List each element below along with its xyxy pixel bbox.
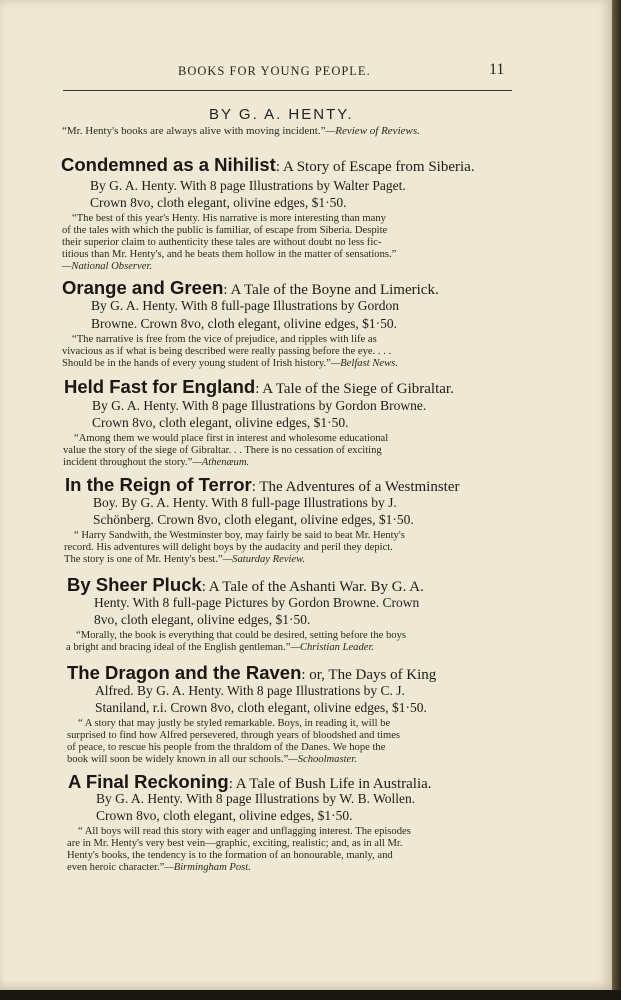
book-subtitle: : A Tale of the Boyne and Limerick. xyxy=(223,282,439,298)
review-line: surprised to find how Alfred persevered, through years of bloodshed and times xyxy=(67,730,401,741)
review-line: Henty's books, the tendency is to the formation of an honourable, manly, and xyxy=(67,850,393,861)
review-source: —Christian Leader. xyxy=(290,642,375,653)
review-source-text: —National Observer. xyxy=(62,261,153,272)
review-line-text: book will soon be widely known in all our schools.” xyxy=(67,754,289,765)
book-details: Staniland, r.i. Crown 8vo, cloth elegant, olivine edges, $1·50. xyxy=(95,700,427,715)
page-number: 11 xyxy=(489,61,505,78)
header-rule xyxy=(63,90,512,91)
book-details: Boy. By G. A. Henty. With 8 full-page Illustrations by J. xyxy=(93,495,397,510)
author-quote-source: —Review of Reviews. xyxy=(325,125,420,137)
review-line-text: incident throughout the story.” xyxy=(63,457,193,468)
review-line-text: Should be in the hands of every young student of Irish history.” xyxy=(62,358,331,369)
review-line: their superior claim to authenticity these tales are without doubt no less fic- xyxy=(62,237,382,248)
book-subtitle: : A Story of Escape from Siberia. xyxy=(275,159,475,175)
entry-title-line xyxy=(62,277,439,299)
review-line: “Morally, the book is everything that could be desired, setting before the boys xyxy=(76,630,406,641)
review-line xyxy=(63,457,249,469)
book-details: By G. A. Henty. With 8 full-page Illustrations by Gordon xyxy=(91,298,400,313)
review-line: vivacious as if what is being described were really passing before the eye. . . . xyxy=(62,346,392,357)
review-line xyxy=(66,642,374,654)
review-source: —Saturday Review. xyxy=(222,554,306,565)
book-details: Crown 8vo, cloth elegant, olivine edges, $1·50. xyxy=(96,808,353,823)
review-line-text: a bright and bracing ideal of the English gentleman.” xyxy=(66,642,291,653)
review-line: of peace, to rescue his people from the thraldom of the Danes. We hope the xyxy=(67,742,386,753)
book-subtitle: : A Tale of the Siege of Gibraltar. xyxy=(255,381,454,397)
entry-title-line xyxy=(64,376,454,398)
review-line: record. His adventures will delight boys by the audacity and peril they depict. xyxy=(64,542,393,553)
book-title: In the Reign of Terror xyxy=(65,474,252,495)
review-line: “The best of this year's Henty. His narrative is more interesting than many xyxy=(72,213,386,224)
review-line-text: even heroic character.” xyxy=(67,862,165,873)
book-details: Browne. Crown 8vo, cloth elegant, olivine edges, $1·50. xyxy=(91,316,397,331)
author-quote xyxy=(62,125,512,137)
book-details: Alfred. By G. A. Henty. With 8 page Illustrations by C. J. xyxy=(95,683,405,698)
book-details: Crown 8vo, cloth elegant, olivine edges, $1·50. xyxy=(92,415,349,430)
book-details: By G. A. Henty. With 8 page Illustrations by Walter Paget. xyxy=(90,178,406,193)
review-line xyxy=(67,862,251,874)
entry-title-line xyxy=(61,154,475,176)
book-title: The Dragon and the Raven xyxy=(67,662,302,683)
review-source: —Belfast News. xyxy=(330,358,398,369)
book-subtitle: : or, The Days of King xyxy=(301,667,437,683)
entry-title-line xyxy=(68,771,432,793)
book-edge-right xyxy=(612,0,621,1000)
entry-title-line xyxy=(65,474,460,496)
book-title: Orange and Green xyxy=(62,277,224,298)
review-source xyxy=(62,261,152,273)
book-details: Henty. With 8 full-page Pictures by Gordon Browne. Crown xyxy=(94,595,420,610)
book-subtitle: : A Tale of the Ashanti War. By G. A. xyxy=(201,579,424,595)
author-quote-text: “Mr. Henty's books are always alive with moving incident.” xyxy=(62,125,326,137)
review-line xyxy=(64,554,305,566)
review-line: of the tales with which the public is familiar, of escape from Siberia. Despite xyxy=(62,225,388,236)
book-subtitle: : A Tale of Bush Life in Australia. xyxy=(228,776,432,792)
review-line: value the story of the siege of Gibraltar. . . There is no cessation of exciting xyxy=(63,445,382,456)
review-line: “ Harry Sandwith, the Westminster boy, may fairly be said to beat Mr. Henty's xyxy=(74,530,405,541)
book-title: A Final Reckoning xyxy=(68,771,229,792)
review-source: —Birmingham Post. xyxy=(164,862,251,873)
running-title: BOOKS FOR YOUNG PEOPLE. xyxy=(178,64,371,78)
review-line: “The narrative is free from the vice of prejudice, and ripples with life as xyxy=(72,334,377,345)
book-edge-bottom xyxy=(0,990,621,1000)
entry-title-line xyxy=(67,574,424,596)
review-line: titious than Mr. Henty's, and he beats them hollow in the matter of sensations.” xyxy=(62,249,397,260)
book-title: Condemned as a Nihilist xyxy=(61,154,276,175)
review-line: “ A story that may justly be styled remarkable. Boys, in reading it, will be xyxy=(78,718,391,729)
book-title: Held Fast for England xyxy=(64,376,256,397)
book-details: By G. A. Henty. With 8 page Illustrations by W. B. Wollen. xyxy=(96,791,416,806)
review-source: —Athenæum. xyxy=(192,457,250,468)
review-line: “Among them we would place first in interest and wholesome educational xyxy=(74,433,389,444)
review-line: are in Mr. Henty's very best vein—graphic, exciting, realistic; and, as in all Mr. xyxy=(67,838,403,849)
review-source: —Schoolmaster. xyxy=(288,754,357,765)
book-subtitle: : The Adventures of a Westminster xyxy=(251,479,460,495)
book-details: By G. A. Henty. With 8 page Illustrations by Gordon Browne. xyxy=(92,398,427,413)
review-line xyxy=(62,358,398,370)
book-details: 8vo, cloth elegant, olivine edges, $1·50. xyxy=(94,612,311,627)
book-title: By Sheer Pluck xyxy=(67,574,202,595)
review-line: “ All boys will read this story with eager and unflagging interest. The episodes xyxy=(78,826,411,837)
review-line xyxy=(67,754,357,766)
book-details: Schönberg. Crown 8vo, cloth elegant, olivine edges, $1·50. xyxy=(93,512,414,527)
author-heading: BY G. A. HENTY. xyxy=(209,106,354,123)
book-details: Crown 8vo, cloth elegant, olivine edges, $1·50. xyxy=(90,195,347,210)
review-line-text: The story is one of Mr. Henty's best.” xyxy=(64,554,223,565)
entry-title-line xyxy=(67,662,436,684)
